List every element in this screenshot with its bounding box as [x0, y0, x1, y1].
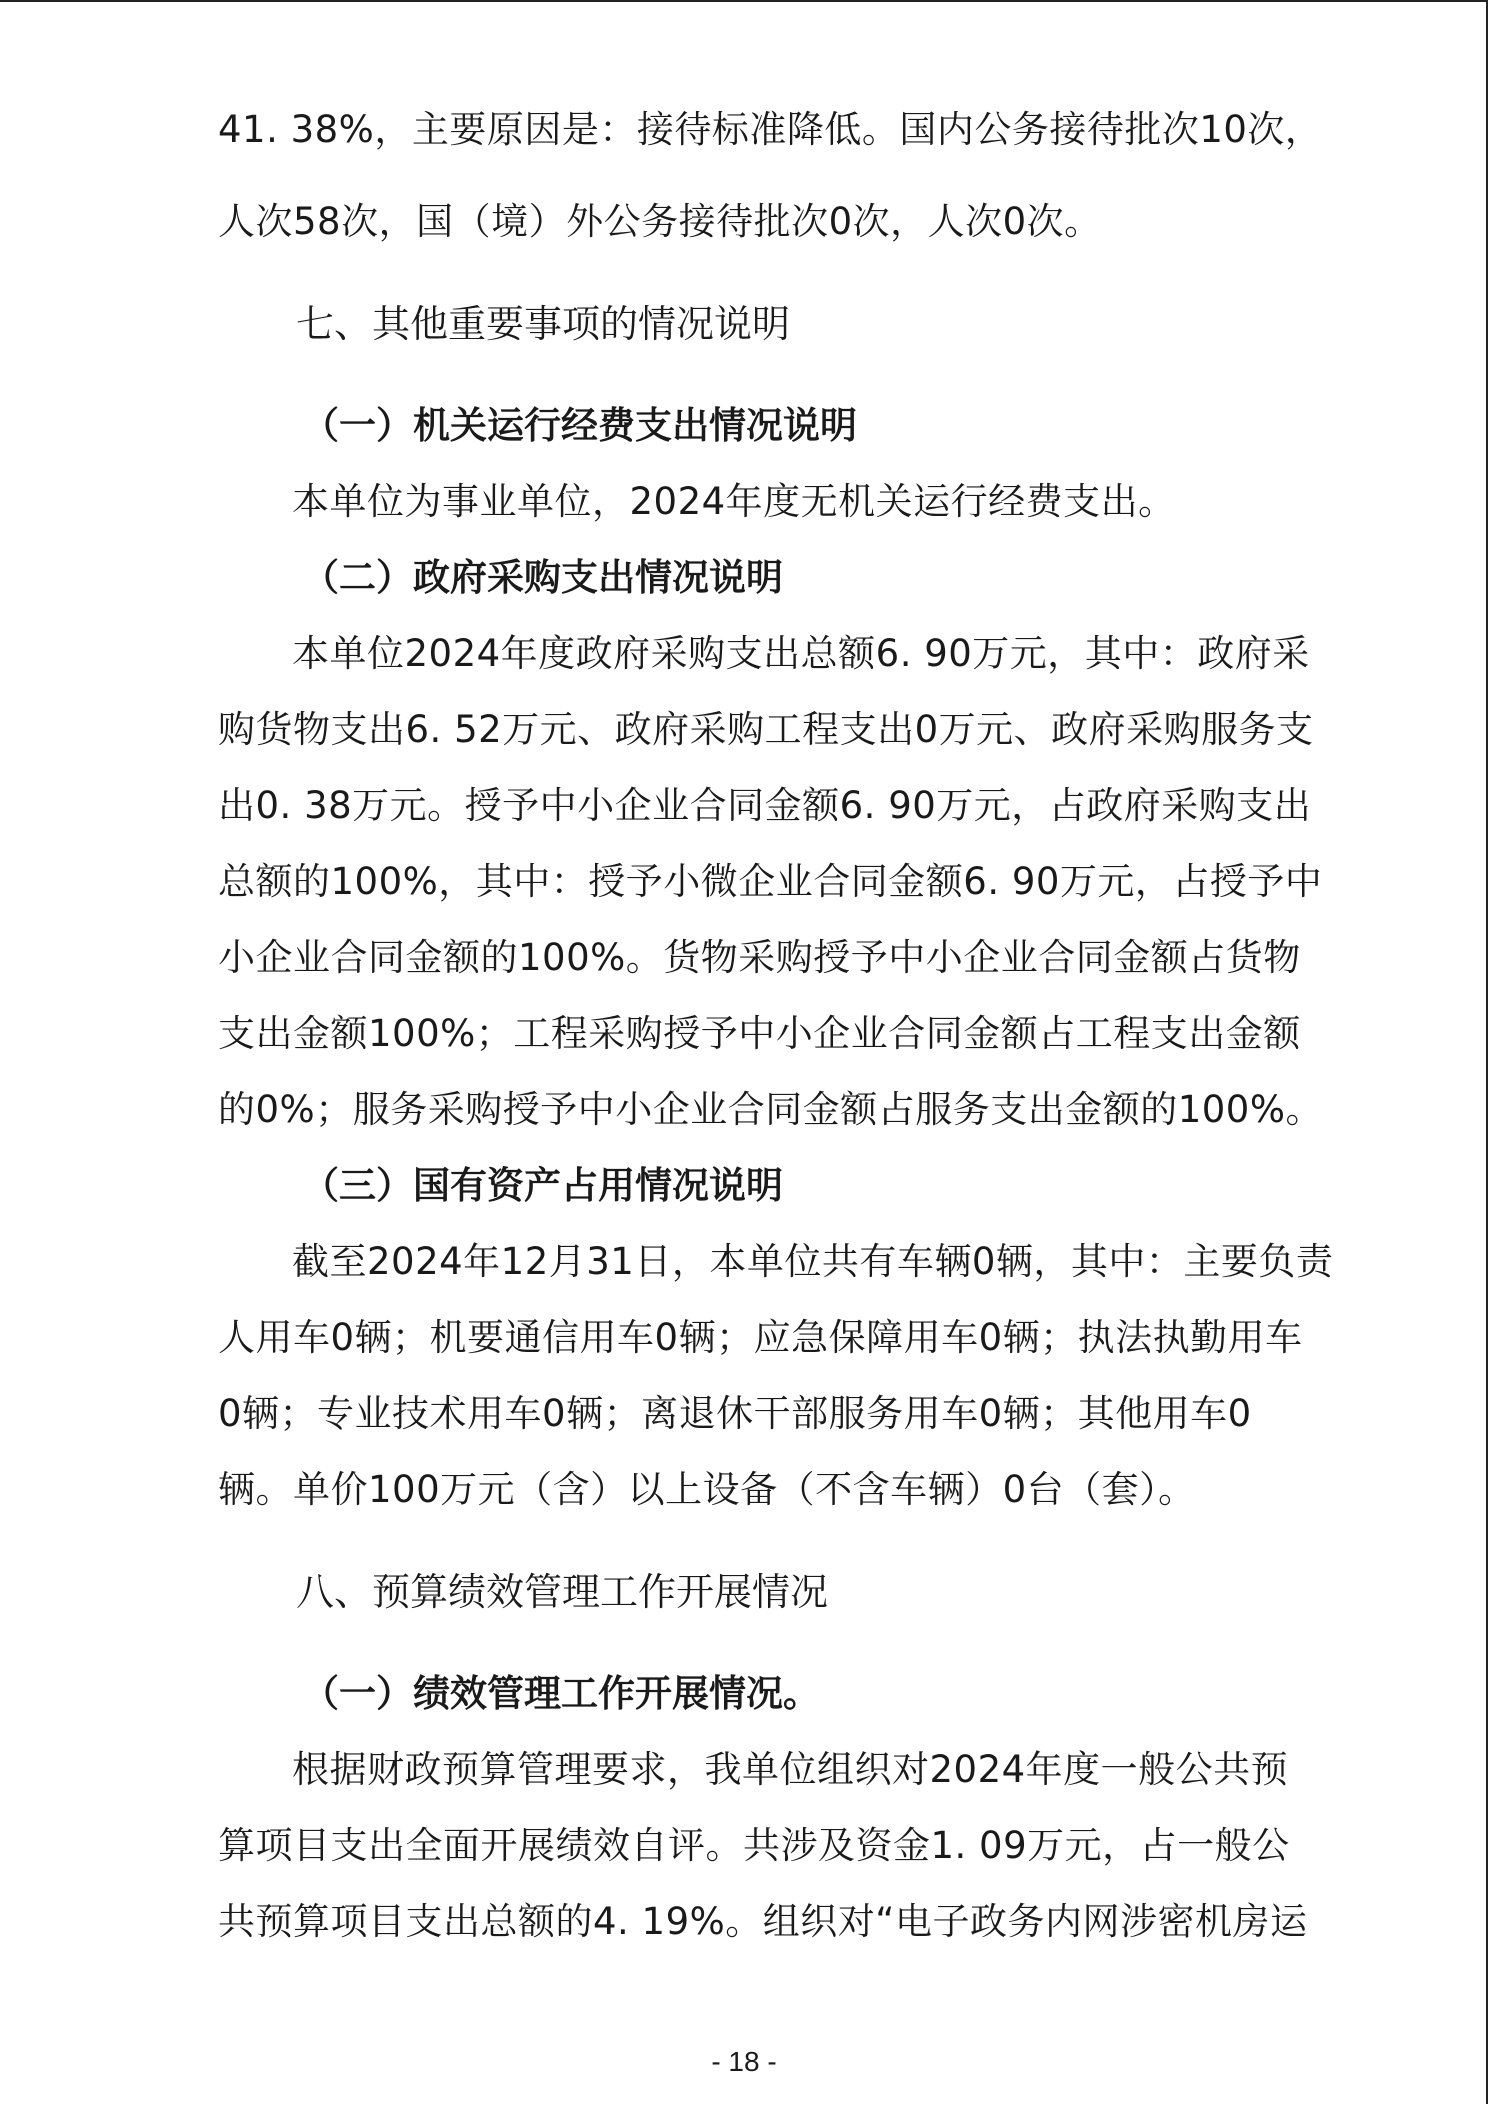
- paragraph-line: 的0%；服务采购授予中小企业合同金额占服务支出金额的100%。: [218, 1088, 1323, 1131]
- section-heading-7: 七、其他重要事项的情况说明: [296, 302, 791, 346]
- paragraph-line: 本单位2024年度政府采购支出总额6. 90万元，其中：政府采: [292, 632, 1310, 675]
- page-border-top: [0, 0, 1488, 2]
- subsection-heading-operating-expenses: （一）机关运行经费支出情况说明: [302, 404, 857, 447]
- paragraph-line: 小企业合同金额的100%。货物采购授予中小企业合同金额占货物: [218, 936, 1301, 979]
- subsection-heading-performance: （一）绩效管理工作开展情况。: [302, 1672, 820, 1715]
- paragraph-line: 根据财政预算管理要求，我单位组织对2024年度一般公共预: [292, 1748, 1289, 1791]
- document-body: [218, 92, 1334, 1960]
- page-number: - 18 -: [711, 2046, 777, 2077]
- paragraph-line: 支出金额100%；工程采购授予中小企业合同金额占工程支出金额: [218, 1012, 1301, 1055]
- paragraph-line: 0辆；专业技术用车0辆；离退休干部服务用车0辆；其他用车0: [218, 1392, 1252, 1435]
- paragraph-line: 人用车0辆；机要通信用车0辆；应急保障用车0辆；执法执勤用车: [218, 1316, 1303, 1359]
- paragraph-line: 41. 38%，主要原因是：接待标准降低。国内公务接待批次10次，: [218, 108, 1323, 151]
- paragraph-line: 人次58次，国（境）外公务接待批次0次，人次0次。: [218, 200, 1102, 243]
- paragraph-line: 截至2024年12月31日，本单位共有车辆0辆，其中：主要负责: [292, 1240, 1334, 1283]
- subsection-heading-procurement: （二）政府采购支出情况说明: [302, 556, 783, 599]
- paragraph-line: 出0. 38万元。授予中小企业合同金额6. 90万元，占政府采购支出: [218, 784, 1312, 827]
- subsection-heading-state-assets: （三）国有资产占用情况说明: [302, 1164, 783, 1207]
- paragraph-line: 算项目支出全面开展绩效自评。共涉及资金1. 09万元，占一般公: [218, 1824, 1290, 1867]
- paragraph-line: 总额的100%，其中：授予小微企业合同金额6. 90万元，占授予中: [218, 860, 1323, 903]
- paragraph-line: 共预算项目支出总额的4. 19%。组织对“电子政务内网涉密机房运: [218, 1900, 1308, 1943]
- paragraph-line: 辆。单价100万元（含）以上设备（不含车辆）0台（套）。: [218, 1468, 1196, 1511]
- paragraph-line: 购货物支出6. 52万元、政府采购工程支出0万元、政府采购服务支: [218, 708, 1314, 751]
- paragraph-line: 本单位为事业单位，2024年度无机关运行经费支出。: [292, 480, 1176, 523]
- section-heading-8: 八、预算绩效管理工作开展情况: [296, 1570, 829, 1614]
